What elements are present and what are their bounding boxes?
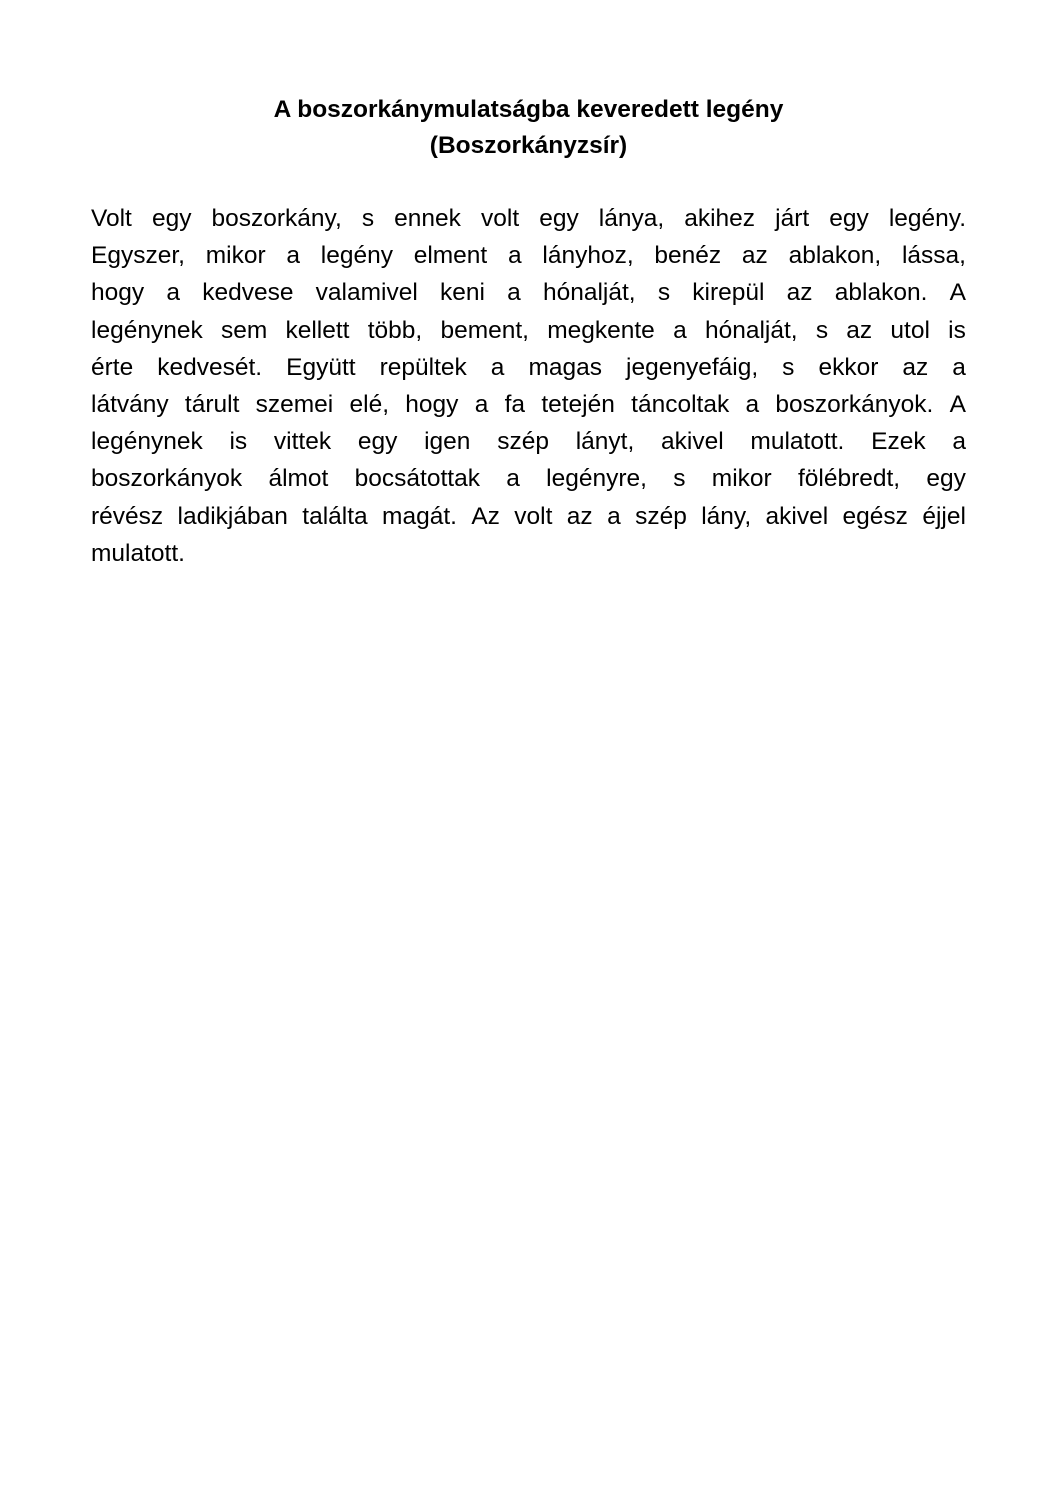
word: elé, — [349, 390, 390, 418]
word: Egyszer, — [91, 242, 185, 270]
word: kedvesét. — [157, 353, 263, 381]
word: egy — [151, 205, 192, 232]
word: tárult — [184, 390, 240, 418]
word: ennek — [394, 205, 461, 232]
word: hónalját, — [704, 316, 798, 344]
word: látvány — [91, 390, 169, 418]
word: kedvese — [202, 279, 294, 307]
word: bement, — [440, 316, 529, 344]
word: elment — [413, 242, 488, 270]
word: lány, — [701, 502, 752, 530]
word: több, — [367, 316, 423, 344]
word: s — [782, 353, 795, 381]
word: legénynek — [91, 428, 203, 456]
word: az — [741, 242, 768, 270]
word: az — [566, 502, 593, 530]
word: vittek — [273, 428, 332, 456]
word: járt — [775, 205, 810, 232]
word: A — [949, 390, 966, 418]
word: benéz — [654, 242, 722, 270]
paragraph-line — [91, 386, 966, 423]
word: s — [657, 279, 671, 307]
word: utol — [890, 316, 930, 344]
paragraph-line — [91, 349, 966, 386]
paragraph-line — [91, 498, 966, 535]
word: az — [786, 279, 813, 307]
word: akihez — [684, 205, 756, 232]
word: legénynek — [91, 316, 203, 344]
word: éjjel — [922, 502, 966, 530]
word: bocsátottak — [354, 465, 480, 493]
word: s — [673, 465, 686, 493]
word: találta — [302, 502, 368, 530]
word: s — [815, 316, 829, 344]
word: boszorkány, — [211, 205, 342, 232]
word: hogy — [405, 390, 459, 418]
word: táncoltak — [631, 390, 730, 418]
word: lánya, — [598, 205, 665, 232]
word: igen — [424, 428, 471, 456]
word: s — [361, 205, 375, 232]
word: lányhoz, — [542, 242, 634, 270]
word: legény — [320, 242, 393, 270]
word: sem — [220, 316, 268, 344]
word: szép — [497, 428, 549, 456]
word: mulatott. — [750, 428, 845, 456]
word: A — [949, 279, 966, 307]
word: fa — [504, 390, 526, 418]
word: álmot — [268, 465, 329, 493]
word: a — [506, 465, 520, 493]
word: ladikjában — [177, 502, 288, 530]
paragraph-line — [91, 312, 966, 349]
word: a — [607, 502, 621, 530]
word: lássa, — [901, 242, 966, 270]
word: akivel — [661, 428, 724, 456]
word: jegenyefáig, — [626, 353, 759, 381]
word: hogy — [91, 279, 145, 307]
word: ablakon, — [788, 242, 882, 270]
word: a — [952, 428, 966, 456]
word: boszorkányok. — [775, 390, 934, 418]
word: ablakon. — [834, 279, 928, 307]
word: Volt — [91, 205, 132, 232]
word: legényre, — [546, 465, 647, 493]
story-paragraph — [91, 200, 966, 572]
word: a — [474, 390, 489, 418]
paragraph-line — [91, 237, 966, 274]
word: a — [952, 353, 966, 381]
word: Az — [471, 502, 500, 530]
word: a — [490, 353, 505, 381]
word: a — [745, 390, 760, 418]
paragraph-line — [91, 535, 966, 572]
word: egész — [842, 502, 908, 530]
word: érte — [91, 353, 134, 381]
word: egy — [829, 205, 869, 232]
word: egy — [926, 465, 966, 493]
word: a — [166, 279, 180, 307]
word: kirepül — [692, 279, 765, 307]
paragraph-line — [91, 460, 966, 497]
document-title: A boszorkánymulatságba keveredett legény — [273, 96, 784, 123]
word: mulatott. — [91, 539, 185, 567]
word: fölébredt, — [797, 465, 901, 493]
word: boszorkányok — [91, 465, 243, 493]
paragraph-line — [91, 274, 966, 311]
word: egy — [357, 428, 398, 456]
word: akivel — [765, 502, 829, 530]
word: volt — [514, 502, 553, 530]
word: hónalját, — [542, 279, 636, 307]
word: valamivel — [315, 279, 418, 307]
word: magát. — [382, 502, 457, 530]
word: révész — [91, 502, 164, 530]
paragraph-line — [91, 200, 966, 237]
word: is — [948, 316, 966, 344]
word: repültek — [379, 353, 467, 381]
word: mikor — [711, 465, 772, 493]
paragraph-line — [91, 423, 966, 460]
word: keni — [439, 279, 485, 307]
word: magas — [528, 353, 602, 381]
word: is — [229, 428, 248, 456]
word: az — [902, 353, 929, 381]
word: legény. — [888, 205, 966, 232]
word: tetején — [541, 390, 615, 418]
word: ekkor — [818, 353, 879, 381]
word: Ezek — [871, 428, 926, 456]
word: az — [846, 316, 873, 344]
word: szemei — [255, 390, 334, 418]
word: megkente — [547, 316, 655, 344]
word: Együtt — [286, 353, 356, 381]
document-subtitle: (Boszorkányzsír) — [429, 132, 628, 159]
word: a — [286, 242, 300, 270]
title-block — [91, 92, 966, 164]
word: egy — [539, 205, 579, 232]
word: volt — [481, 205, 520, 232]
word: lányt, — [575, 428, 635, 456]
word: a — [508, 242, 522, 270]
word: mikor — [205, 242, 266, 270]
word: szép — [635, 502, 687, 530]
word: a — [507, 279, 521, 307]
word: a — [673, 316, 687, 344]
word: kellett — [285, 316, 350, 344]
